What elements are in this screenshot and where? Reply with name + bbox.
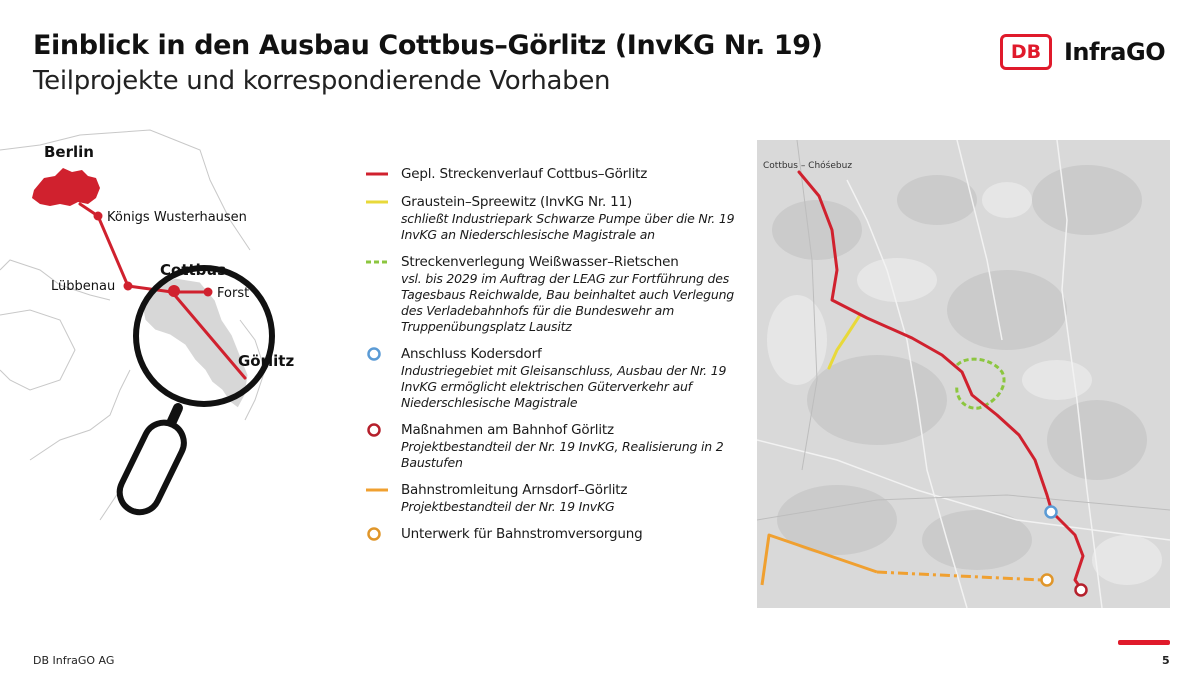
legend-label: Bahnstromleitung Arnsdorf–Görlitz: [401, 482, 628, 498]
red-line-icon: [365, 165, 389, 183]
legend-label: Anschluss Kodersdorf: [401, 346, 542, 362]
legend-description: Projektbestandteil der Nr. 19 InvKG, Realisierung in 2 Baustufen: [401, 439, 724, 470]
footer-accent-bar: [1118, 640, 1170, 645]
legend-item: [365, 253, 750, 335]
kodersdorf-marker: [1046, 507, 1057, 518]
label-luebbenau: Lübbenau: [51, 279, 116, 294]
luebbenau-dot: [124, 282, 133, 291]
legend-description: vsl. bis 2029 im Auftrag der LEAG zur Fortführung des Tagesbaus Reichwalde, Bau beinhaltet auch Verlegung des Verladebahnhofs für die Bundeswehr am Truppenübungsplatz Lausitz: [401, 271, 735, 334]
legend-label: Maßnahmen am Bahnhof Görlitz: [401, 422, 614, 438]
legend-item: [365, 165, 750, 183]
label-cottbus: Cottbus: [160, 261, 226, 279]
map-legend: [365, 165, 750, 553]
label-forst: Forst: [217, 286, 250, 301]
legend-item: [365, 481, 750, 515]
red-circle-icon: [365, 421, 389, 439]
unterwerk-marker: [1042, 575, 1053, 586]
label-goerlitz: Görlitz: [238, 352, 295, 370]
yellow-line-icon: [365, 193, 389, 211]
forst-dot: [204, 288, 213, 297]
green-dashed-line-icon: [365, 253, 389, 271]
blue-circle-icon: [365, 345, 389, 363]
detail-label-cottbus: Cottbus – Chóśebuz: [763, 161, 853, 171]
legend-description: schließt Industriepark Schwarze Pumpe über die Nr. 19 InvKG an Niederschlesische Magistrale an: [401, 211, 735, 242]
db-logo-badge: DB: [1000, 34, 1052, 70]
legend-item: [365, 525, 750, 543]
label-koenigs-wusterhausen: Königs Wusterhausen: [107, 210, 247, 225]
page-title: Einblick in den Ausbau Cottbus–Görlitz (InvKG Nr. 19): [33, 30, 823, 61]
legend-description: Industriegebiet mit Gleisanschluss, Ausbau der Nr. 19 InvKG ermöglicht elektrischen Güterverkehr auf Niederschlesische Magistrale: [401, 363, 727, 410]
koenigs-wusterhausen-dot: [94, 212, 103, 221]
legend-item: [365, 345, 750, 411]
detail-map: [757, 140, 1170, 608]
footer-company: DB InfraGO AG: [33, 654, 115, 667]
db-infrago-logo: [1000, 32, 1165, 72]
logo-text: InfraGO: [1064, 38, 1166, 66]
page-number: 5: [1162, 654, 1170, 667]
legend-label: Unterwerk für Bahnstromversorgung: [401, 526, 643, 542]
legend-item: [365, 193, 750, 243]
overview-map: [0, 120, 360, 540]
berlin-area: [32, 168, 100, 206]
legend-item: [365, 421, 750, 471]
label-berlin: Berlin: [44, 143, 94, 161]
goerlitz-station-marker: [1076, 585, 1087, 596]
page-subtitle: Teilprojekte und korrespondierende Vorhaben: [33, 66, 611, 96]
legend-label: Graustein–Spreewitz (InvKG Nr. 11): [401, 194, 633, 210]
orange-line-icon: [365, 481, 389, 499]
legend-description: Projektbestandteil der Nr. 19 InvKG: [401, 499, 615, 514]
cottbus-dot: [168, 285, 180, 297]
legend-label: Gepl. Streckenverlauf Cottbus–Görlitz: [401, 166, 648, 182]
legend-label: Streckenverlegung Weißwasser–Rietschen: [401, 254, 679, 270]
orange-circle-icon: [365, 525, 389, 543]
detail-map-graphic: [757, 140, 1170, 608]
